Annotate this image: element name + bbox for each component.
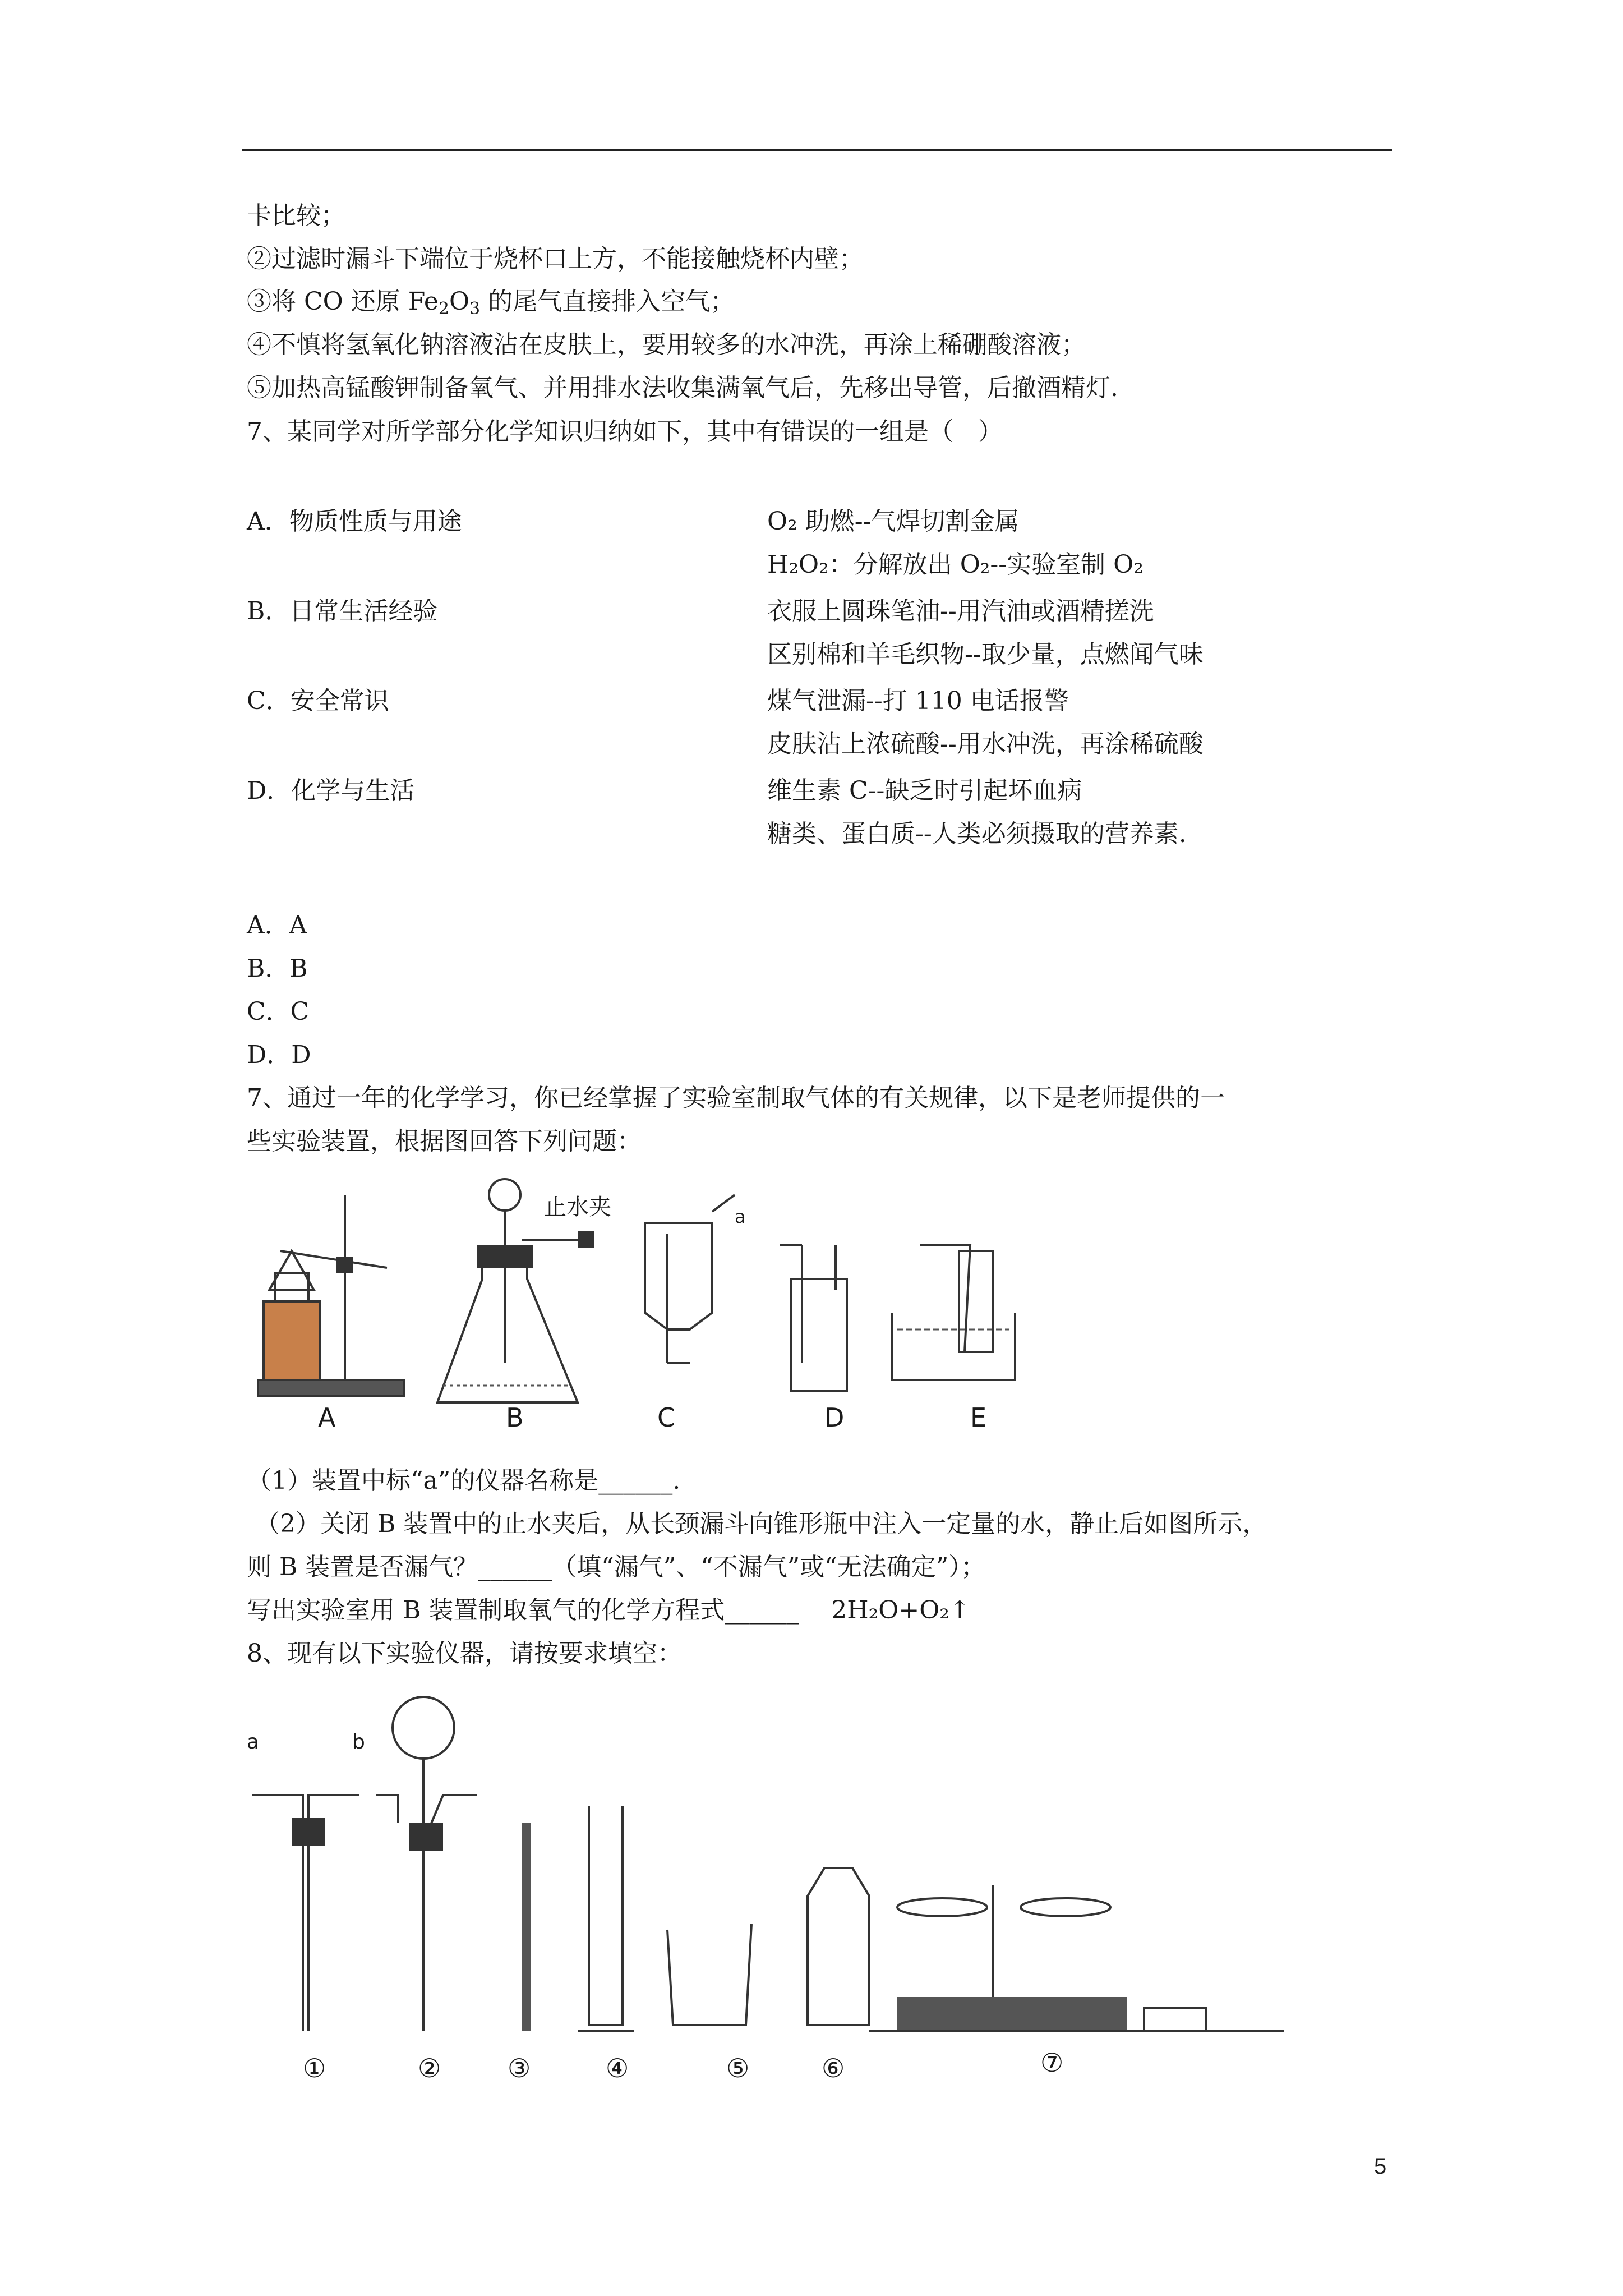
option-right: 煤气泄漏--打 110 电话报警 bbox=[767, 687, 1069, 715]
instrument-label: ② bbox=[418, 2053, 441, 2083]
text-line: ③将 CO 还原 $Fe_2O_3$ 的尾气直接排入空气； bbox=[247, 287, 735, 319]
header-rule bbox=[242, 149, 1392, 151]
instrument-4 bbox=[578, 1806, 634, 2031]
answer-choice[interactable]: A．A bbox=[247, 911, 307, 940]
sub-question: 则 B 装置是否漏气？______（填“漏气”、“不漏气”或“无法确定”）； bbox=[247, 1553, 986, 1581]
sub-question: （1）装置中标“a”的仪器名称是______. bbox=[247, 1466, 681, 1495]
option-right: O₂ 助燃--气焊切割金属 bbox=[767, 507, 1020, 536]
option-right: 维生素 C--缺乏时引起坏血病 bbox=[767, 776, 1082, 805]
instrument-6 bbox=[808, 1868, 869, 2025]
sub-question: （2）关闭 B 装置中的止水夹后，从长颈漏斗向锥形瓶中注入一定量的水，静止后如图所示， bbox=[255, 1510, 1267, 1538]
option-right: 区别棉和羊毛织物--取少量，点燃闻气味 bbox=[767, 640, 1204, 669]
page-number: 5 bbox=[1374, 2154, 1387, 2179]
option-left: B．日常生活经验 bbox=[247, 597, 438, 625]
figure-label: D bbox=[824, 1402, 845, 1433]
instrument-5 bbox=[667, 1924, 751, 2025]
option-right: 衣服上圆珠笔油--用汽油或酒精搓洗 bbox=[767, 597, 1154, 625]
instrument-label: ③ bbox=[508, 2053, 531, 2083]
apparatus-a bbox=[258, 1195, 404, 1396]
option-left: A．物质性质与用途 bbox=[247, 507, 462, 536]
instrument-label: ⑤ bbox=[726, 2053, 750, 2083]
answer-choice[interactable]: C．C bbox=[247, 997, 310, 1026]
option-left: C．安全常识 bbox=[247, 687, 389, 715]
text-line: 卡比较； bbox=[247, 201, 345, 230]
figure-text: 止水夹 bbox=[544, 1194, 611, 1220]
question-stem: 些实验装置，根据图回答下列问题： bbox=[247, 1127, 642, 1156]
answer-choice[interactable]: B．B bbox=[247, 954, 308, 983]
apparatus-d bbox=[780, 1245, 847, 1391]
instrument-2 bbox=[376, 1697, 477, 2031]
figure-label: E bbox=[970, 1402, 987, 1433]
figure-label: A bbox=[318, 1402, 336, 1433]
option-right: H₂O₂：分解放出 O₂--实验室制 O₂ bbox=[767, 550, 1144, 579]
figure-label: C bbox=[657, 1402, 676, 1433]
option-left: D．化学与生活 bbox=[247, 776, 415, 805]
figure-text: a bbox=[735, 1206, 746, 1227]
text-line: ④不慎将氢氧化钠溶液沾在皮肤上，要用较多的水冲洗，再涂上稀硼酸溶液； bbox=[247, 330, 1086, 359]
question-stem: 8、现有以下实验仪器，请按要求填空： bbox=[247, 1639, 682, 1668]
apparatus-figure bbox=[241, 1178, 1138, 1458]
option-right: 皮肤沾上浓硫酸--用水冲洗，再涂稀硫酸 bbox=[767, 730, 1204, 758]
question-stem: 7、通过一年的化学学习，你已经掌握了实验室制取气体的有关规律，以下是老师提供的一 bbox=[247, 1084, 1225, 1112]
option-right: 糖类、蛋白质--人类必须摄取的营养素. bbox=[767, 820, 1187, 848]
answer-choice[interactable]: D．D bbox=[247, 1041, 311, 1069]
text-line: ⑤加热高锰酸钾制备氧气、并用排水法收集满氧气后，先移出导管，后撤酒精灯. bbox=[247, 374, 1118, 402]
text-line: ②过滤时漏斗下端位于烧杯口上方，不能接触烧杯内壁； bbox=[247, 245, 864, 273]
instrument-1 bbox=[252, 1795, 359, 2031]
figure-label: B bbox=[506, 1402, 524, 1433]
instrument-label: ⑦ bbox=[1040, 2047, 1064, 2078]
sub-question: 写出实验室用 B 装置制取氧气的化学方程式______ 2H₂O+O₂↑ bbox=[247, 1596, 970, 1625]
instrument-7 bbox=[897, 1885, 1206, 2031]
instrument-label: ⑥ bbox=[822, 2053, 845, 2083]
instruments-figure bbox=[241, 1683, 1307, 2087]
instrument-label: ④ bbox=[606, 2053, 629, 2083]
question-stem: 7、某同学对所学部分化学知识归纳如下，其中有错误的一组是（ ） bbox=[247, 417, 1003, 446]
apparatus-c bbox=[645, 1195, 735, 1363]
figure-text: b bbox=[352, 1731, 365, 1754]
apparatus-e bbox=[892, 1245, 1015, 1380]
instrument-3 bbox=[522, 1823, 531, 2031]
figure-text: a bbox=[247, 1731, 260, 1754]
instrument-label: ① bbox=[303, 2053, 326, 2083]
